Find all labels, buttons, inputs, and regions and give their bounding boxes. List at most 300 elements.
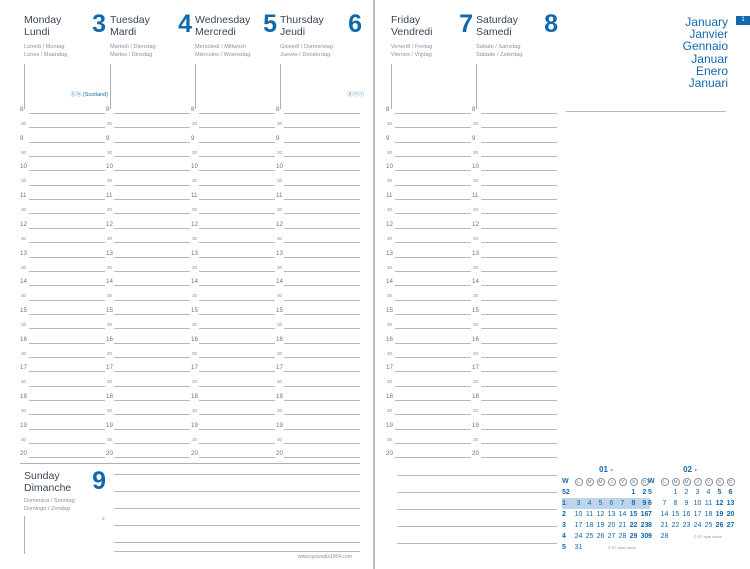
half-hour-line (29, 443, 105, 444)
hour-label: 8 (472, 106, 476, 113)
calendar-day: 11 (704, 500, 713, 507)
calendar-day: 26 (596, 533, 605, 540)
mini-calendar-week (562, 542, 650, 553)
hour-label: 13 (386, 249, 393, 257)
hour-line (481, 343, 557, 344)
calendar-day: 30 (640, 533, 649, 540)
half-hour-label: 30 (473, 264, 479, 270)
publisher-url[interactable]: www.quovadis1954.com (298, 554, 352, 560)
half-hour-label: 30 (473, 235, 479, 241)
calendar-day: 2 (684, 489, 689, 496)
weekday-circle: S (630, 478, 638, 486)
half-hour-label: 30 (192, 293, 198, 299)
half-hour-label: 30 (192, 235, 198, 241)
hour-line (395, 142, 471, 143)
mini-calendar-week (648, 498, 736, 509)
weekday-header (725, 476, 736, 487)
hour-label: 18 (106, 393, 113, 400)
sunday-translation-1: Domenica / Sonntag (24, 498, 75, 504)
hour-line (199, 285, 275, 286)
half-hour-label: 30 (107, 379, 113, 385)
calendar-day: 24 (574, 533, 583, 540)
hour-line (481, 113, 557, 114)
half-hour-line (395, 271, 471, 272)
calendar-day: 9 (684, 500, 689, 507)
half-hour-line (199, 271, 275, 272)
weekday-header (628, 476, 639, 487)
hour-line (29, 199, 105, 200)
hour-line (395, 429, 471, 430)
half-hour-label: 30 (387, 293, 393, 299)
sunday-vline (24, 516, 25, 554)
mini-calendar-week (562, 498, 650, 509)
half-hour-line (29, 127, 105, 128)
month-tab[interactable]: 1 (736, 16, 750, 25)
half-hour-label: 30 (387, 121, 393, 126)
half-hour-line (284, 300, 360, 301)
weekday-circle: D (727, 478, 735, 486)
half-hour-label: 30 (277, 149, 283, 155)
weekday-circle: L (575, 478, 583, 486)
half-hour-line (114, 328, 190, 329)
hour-label: 18 (472, 393, 479, 400)
hour-label: 16 (276, 335, 283, 343)
half-hour-label: 30 (473, 149, 479, 155)
half-hour-line (481, 386, 557, 387)
hour-line (29, 170, 105, 171)
month-name: Gennaio (682, 39, 728, 54)
half-hour-line (395, 213, 471, 214)
calendar-day: 18 (704, 511, 713, 518)
half-hour-line (481, 300, 557, 301)
calendar-day: 1 (631, 489, 636, 496)
hour-label: 14 (20, 278, 27, 286)
half-hour-label: 30 (277, 121, 283, 126)
hour-label: 17 (20, 364, 27, 372)
hour-line (199, 170, 275, 171)
day-name-fr: Mercredi (195, 26, 236, 38)
calendar-day: 8 (673, 500, 678, 507)
weekday-header (714, 476, 725, 487)
hour-label: 20 (276, 450, 283, 458)
half-hour-line (395, 414, 471, 415)
half-hour-label: 30 (107, 178, 113, 184)
half-hour-line (114, 242, 190, 243)
half-hour-label: 30 (277, 235, 283, 241)
hour-line (114, 113, 190, 114)
half-hour-line (481, 443, 557, 444)
calendar-day: 1 (673, 489, 678, 496)
half-hour-line (114, 213, 190, 214)
day-name: Saturday (476, 14, 519, 26)
hour-line (199, 371, 275, 372)
half-hour-line (29, 357, 105, 358)
half-hour-line (114, 127, 190, 128)
day-translation-1: Sabato / Samstag (476, 44, 521, 50)
calendar-day: 10 (693, 500, 702, 507)
hour-line (481, 257, 557, 258)
hour-line (114, 142, 190, 143)
hour-line (29, 400, 105, 401)
hour-line (29, 343, 105, 344)
month-name: January (685, 15, 728, 29)
hour-line (199, 257, 275, 258)
half-hour-line (284, 185, 360, 186)
right-divider (566, 111, 726, 112)
half-hour-label: 30 (473, 436, 479, 442)
mini-calendar-week (562, 487, 650, 498)
hour-line (395, 285, 471, 286)
hour-label: 15 (276, 306, 283, 314)
hour-label: 19 (386, 421, 393, 429)
calendar-day: 18 (585, 522, 594, 529)
half-hour-label: 30 (277, 379, 283, 385)
hour-label: 18 (20, 393, 27, 400)
day-translation-2: Miércoles / Woensdag (195, 52, 251, 58)
calendar-day: 9 (642, 500, 647, 507)
hour-label: 17 (191, 364, 198, 372)
week-number: 9 (648, 533, 652, 540)
weekday-header (703, 476, 714, 487)
calendar-day: 22 (671, 522, 680, 529)
hour-line (481, 285, 557, 286)
hour-label: 15 (106, 306, 113, 314)
calendar-day: 3 (576, 500, 581, 507)
hour-label: 10 (472, 163, 479, 171)
calendar-day: 7 (662, 500, 667, 507)
mini-calendar-week (562, 509, 650, 520)
day-vline (110, 64, 111, 109)
half-hour-label: 30 (192, 379, 198, 385)
half-hour-line (29, 271, 105, 272)
half-hour-line (284, 414, 360, 415)
sunday-line (114, 474, 360, 475)
half-hour-label: 30 (473, 350, 479, 356)
half-hour-label: 30 (387, 408, 393, 413)
calendar-day: 12 (596, 511, 605, 518)
calendar-day: 25 (585, 533, 594, 540)
half-hour-line (481, 242, 557, 243)
half-hour-line (114, 300, 190, 301)
week-number: 4 (562, 533, 566, 540)
hour-label: 11 (386, 192, 393, 200)
hour-line (114, 400, 190, 401)
half-hour-line (29, 300, 105, 301)
mini-calendar-week (562, 531, 650, 542)
day-translation-2: Martes / Dinsdag (110, 52, 153, 58)
hour-label: 16 (472, 335, 479, 343)
half-hour-label: 30 (473, 207, 479, 213)
half-hour-line (114, 414, 190, 415)
hour-label: 18 (386, 393, 393, 400)
calendar-day: 3 (695, 489, 700, 496)
hour-label: 20 (106, 450, 113, 458)
hour-label: 9 (386, 134, 390, 142)
mini-calendar-week (562, 520, 650, 531)
day-vline (476, 64, 477, 109)
half-hour-line (395, 386, 471, 387)
sunday-number: 9 (92, 467, 106, 495)
hour-label: 11 (472, 192, 479, 200)
hour-line (29, 113, 105, 114)
half-hour-label: 30 (21, 149, 27, 155)
half-hour-line (29, 185, 105, 186)
day-vline (195, 64, 196, 109)
half-hour-label: 30 (277, 436, 283, 442)
day-name-fr: Mardi (110, 26, 137, 38)
half-hour-line (481, 414, 557, 415)
weekday-header (617, 476, 628, 487)
week-header: W (562, 478, 569, 485)
half-hour-line (395, 357, 471, 358)
half-hour-line (395, 242, 471, 243)
half-hour-line (199, 185, 275, 186)
day-vline (24, 64, 25, 109)
mini-calendar-title: 01 - (599, 465, 613, 474)
hour-line (481, 371, 557, 372)
hour-label: 19 (472, 421, 479, 429)
half-hour-label: 30 (387, 379, 393, 385)
hour-line (481, 429, 557, 430)
calendar-day: 31 (574, 544, 583, 551)
half-hour-line (284, 271, 360, 272)
day-translation-2: Viernes / Vrijdag (391, 52, 432, 58)
hour-line (114, 170, 190, 171)
week-number: 1 (562, 500, 566, 507)
half-hour-label: 30 (107, 149, 113, 155)
mini-calendar (562, 465, 652, 555)
day-header (476, 10, 560, 104)
day-name: Wednesday (195, 14, 251, 26)
day-translation-2: Lunes / Maandag (24, 52, 68, 58)
day-header (391, 10, 475, 104)
sunday-side-number: 3 (102, 516, 105, 521)
hour-label: 20 (386, 450, 393, 458)
calendar-day: 10 (574, 511, 583, 518)
half-hour-label: 30 (107, 350, 113, 356)
half-hour-label: 30 (473, 178, 479, 184)
half-hour-line (481, 213, 557, 214)
month-name: Januari (688, 76, 728, 90)
calendar-day: 14 (618, 511, 627, 518)
hour-label: 12 (106, 220, 113, 228)
weekday-header (573, 476, 584, 487)
hour-label: 20 (472, 450, 479, 458)
hour-label: 8 (276, 106, 280, 113)
weekday-circle: D (641, 478, 649, 486)
calendar-day: 27 (726, 522, 735, 529)
hour-label: 16 (20, 335, 27, 343)
month-name: Enero (695, 63, 728, 78)
half-hour-line (199, 300, 275, 301)
hour-line (29, 228, 105, 229)
calendar-day: 5 (717, 489, 722, 496)
half-hour-line (481, 156, 557, 157)
calendar-day: 19 (715, 511, 724, 518)
hour-label: 8 (191, 106, 195, 113)
week-number: 2 (562, 511, 566, 518)
half-hour-line (114, 443, 190, 444)
calendar-day: 11 (585, 511, 594, 518)
hour-label: 10 (386, 163, 393, 171)
half-hour-label: 30 (387, 235, 393, 241)
hour-label: 16 (106, 335, 113, 343)
half-hour-label: 30 (21, 321, 27, 327)
hour-label: 11 (106, 192, 113, 200)
hour-label: 16 (191, 335, 198, 343)
hour-label: 19 (276, 421, 283, 429)
hour-label: 13 (191, 249, 198, 257)
week-number: 7 (648, 511, 652, 518)
note-line (397, 509, 557, 510)
day-number: 4 (178, 10, 192, 38)
half-hour-label: 30 (387, 436, 393, 442)
hour-line (284, 257, 360, 258)
hour-line (199, 429, 275, 430)
weekday-circle: S (716, 478, 724, 486)
hour-label: 13 (20, 249, 27, 257)
day-name: Thursday (280, 14, 324, 26)
week-number: 6 (648, 500, 652, 507)
half-hour-line (395, 185, 471, 186)
half-hour-label: 30 (21, 207, 27, 213)
note-line (397, 543, 557, 544)
half-hour-label: 30 (473, 408, 479, 413)
day-header (280, 10, 364, 104)
hour-line (29, 257, 105, 258)
hour-line (199, 228, 275, 229)
calendar-day: 13 (607, 511, 616, 518)
hour-line (199, 142, 275, 143)
sunday-line (114, 551, 360, 552)
hour-label: 11 (191, 192, 198, 200)
hour-line (284, 457, 360, 458)
half-hour-line (114, 386, 190, 387)
hour-line (395, 343, 471, 344)
half-hour-label: 30 (107, 207, 113, 213)
hour-line (114, 285, 190, 286)
hour-label: 14 (276, 278, 283, 286)
sunday-line (114, 525, 360, 526)
weekday-circle: M (672, 478, 680, 486)
half-hour-line (114, 185, 190, 186)
half-hour-label: 30 (473, 121, 479, 126)
half-hour-line (199, 213, 275, 214)
sunday-line (114, 491, 360, 492)
hour-line (481, 170, 557, 171)
calendar-day: 6 (728, 489, 733, 496)
hour-line (199, 113, 275, 114)
half-hour-label: 30 (192, 149, 198, 155)
half-hour-line (29, 242, 105, 243)
day-note: ⓓⓔⓘ (347, 92, 364, 98)
hour-line (284, 228, 360, 229)
hour-label: 9 (472, 134, 476, 142)
sunday-translation-2: Domingo / Zondag (24, 506, 71, 512)
mini-calendar-week (648, 531, 736, 542)
half-hour-label: 30 (277, 293, 283, 299)
half-hour-line (395, 300, 471, 301)
half-hour-line (29, 156, 105, 157)
hour-label: 9 (106, 134, 110, 142)
hour-line (395, 199, 471, 200)
half-hour-line (199, 357, 275, 358)
weekday-circle: L (661, 478, 669, 486)
half-hour-label: 30 (387, 264, 393, 270)
calendar-day: 8 (631, 500, 636, 507)
day-translation-1: Mercoledì / Mittwoch (195, 44, 247, 50)
half-hour-label: 30 (277, 350, 283, 356)
hour-label: 10 (191, 163, 198, 171)
hour-line (284, 400, 360, 401)
half-hour-label: 30 (21, 293, 27, 299)
half-hour-label: 30 (192, 408, 198, 413)
hour-line (199, 400, 275, 401)
half-hour-line (284, 213, 360, 214)
calendar-day: 2 (642, 489, 647, 496)
half-hour-label: 30 (107, 408, 113, 413)
half-hour-label: 30 (21, 178, 27, 184)
hour-label: 15 (191, 306, 198, 314)
half-hour-line (481, 328, 557, 329)
day-number: 6 (348, 10, 362, 38)
half-hour-label: 30 (277, 207, 283, 213)
hour-line (114, 257, 190, 258)
hour-label: 19 (106, 421, 113, 429)
calendar-day: 23 (640, 522, 649, 529)
half-hour-line (284, 328, 360, 329)
day-name: Monday (24, 14, 62, 26)
weekday-header (606, 476, 617, 487)
calendar-day: 17 (574, 522, 583, 529)
hour-label: 14 (386, 278, 393, 286)
hour-label: 9 (276, 134, 280, 142)
hour-line (395, 457, 471, 458)
hour-line (395, 113, 471, 114)
weekday-circle: J (694, 478, 702, 486)
half-hour-label: 30 (473, 321, 479, 327)
week-number: 5 (648, 489, 652, 496)
half-hour-label: 30 (107, 436, 113, 442)
hour-label: 12 (472, 220, 479, 228)
hour-line (29, 429, 105, 430)
hour-line (284, 142, 360, 143)
sunday-line (114, 508, 360, 509)
calendar-day: 12 (715, 500, 724, 507)
half-hour-line (284, 443, 360, 444)
hour-line (284, 343, 360, 344)
day-note: ⓖⓑ (Scotland) (70, 92, 108, 98)
half-hour-label: 30 (21, 408, 27, 413)
hour-line (114, 371, 190, 372)
hour-line (29, 142, 105, 143)
calendar-footnote: © 87 ique vacts (608, 545, 636, 550)
calendar-day: 28 (660, 533, 669, 540)
calendar-day: 21 (660, 522, 669, 529)
half-hour-label: 30 (192, 321, 198, 327)
weekday-header (681, 476, 692, 487)
mini-calendar-header (562, 476, 650, 487)
half-hour-line (114, 156, 190, 157)
month-name: Janvier (689, 27, 728, 42)
half-hour-label: 30 (192, 207, 198, 213)
sunday-separator (20, 463, 360, 464)
hour-line (395, 228, 471, 229)
day-vline (391, 64, 392, 109)
half-hour-line (481, 185, 557, 186)
hour-line (395, 314, 471, 315)
hour-line (481, 400, 557, 401)
